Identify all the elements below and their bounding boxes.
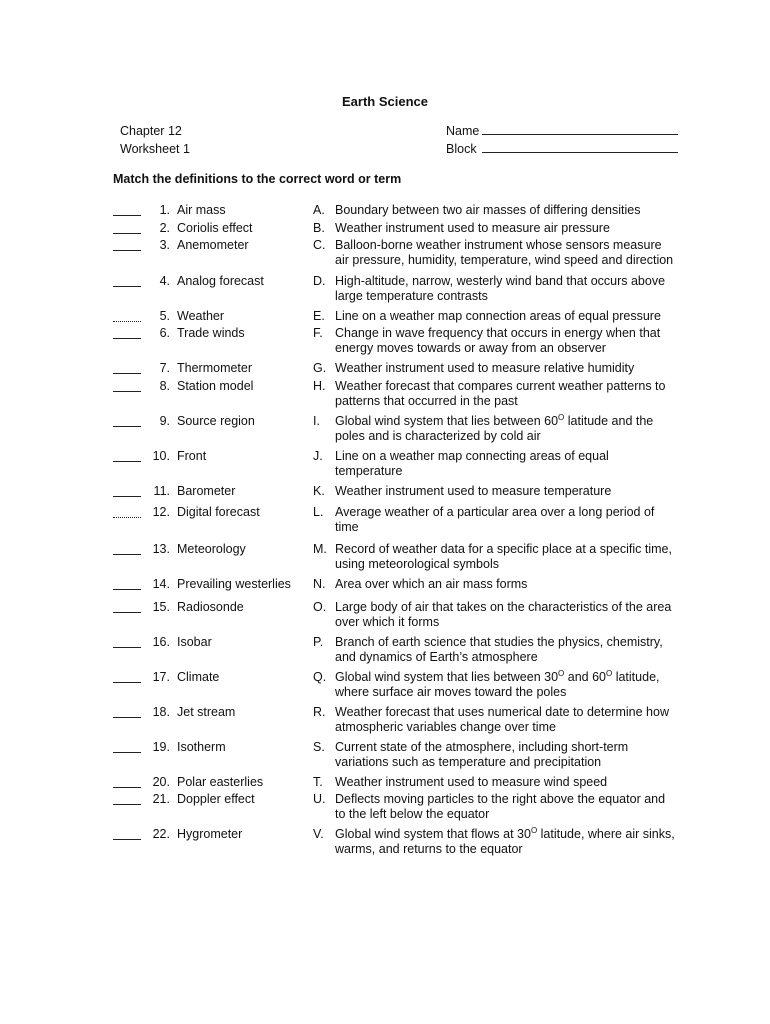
definition-letter: M. — [313, 542, 327, 556]
definition-letter: P. — [313, 635, 324, 649]
term-label: Trade winds — [177, 326, 245, 340]
term-number: 5. — [159, 309, 170, 323]
name-field[interactable] — [482, 122, 678, 135]
term-number: 22. — [152, 827, 170, 841]
answer-blank[interactable] — [113, 670, 141, 683]
answer-blank[interactable] — [113, 309, 141, 322]
term-label: Barometer — [177, 484, 236, 498]
term-number: 21. — [152, 792, 170, 806]
term-label: Analog forecast — [177, 274, 264, 288]
definition-text: Line on a weather map connection areas of equal pressure — [335, 309, 661, 323]
answer-blank[interactable] — [113, 326, 141, 339]
term-number: 18. — [152, 705, 170, 719]
term-label: Doppler effect — [177, 792, 255, 806]
answer-blank[interactable] — [113, 221, 141, 234]
definition-letter: T. — [313, 775, 323, 789]
term-number: 1. — [159, 203, 170, 217]
term-label: Weather — [177, 309, 225, 323]
definition-letter: H. — [313, 379, 326, 393]
definition-letter: R. — [313, 705, 326, 719]
term-number: 9. — [159, 414, 170, 428]
answer-blank[interactable] — [113, 600, 141, 613]
answer-blank[interactable] — [113, 740, 141, 753]
definition-text: Balloon-borne weather instrument whose sensors measure air pressure, humidity, temperature, wind speed and direction — [335, 238, 674, 267]
answer-blank[interactable] — [113, 775, 141, 788]
definition-letter: S. — [313, 740, 325, 754]
definition-letter: N. — [313, 577, 326, 591]
definition-text: Large body of air that takes on the characteristics of the area over which it forms — [335, 600, 672, 629]
definition-letter: J. — [313, 449, 323, 463]
answer-blank[interactable] — [113, 203, 141, 216]
answer-blank[interactable] — [113, 827, 141, 840]
answer-blank[interactable] — [113, 705, 141, 718]
definition-text: Weather forecast that uses numerical date to determine how atmospheric variables change over time — [335, 705, 669, 734]
term-label: Polar easterlies — [177, 775, 264, 789]
answer-blank[interactable] — [113, 238, 141, 251]
term-label: Climate — [177, 670, 220, 684]
term-label: Station model — [177, 379, 254, 393]
answer-blank[interactable] — [113, 449, 141, 462]
answer-blank[interactable] — [113, 635, 141, 648]
term-label: Source region — [177, 414, 255, 428]
definition-letter: V. — [313, 827, 324, 841]
block-field[interactable] — [482, 140, 678, 153]
chapter-label: Chapter 12 — [120, 124, 182, 138]
term-label: Anemometer — [177, 238, 249, 252]
definition-letter: A. — [313, 203, 325, 217]
definition-letter: Q. — [313, 670, 327, 684]
definition-text: Weather instrument used to measure wind speed — [335, 775, 608, 789]
term-number: 15. — [152, 600, 170, 614]
term-label: Isotherm — [177, 740, 226, 754]
term-number: 7. — [159, 361, 170, 375]
definition-text: Boundary between two air masses of differing densities — [335, 203, 641, 217]
term-label: Air mass — [177, 203, 226, 217]
definition-text: Average weather of a particular area over a long period of time — [335, 505, 655, 534]
definition-letter: E. — [313, 309, 325, 323]
answer-blank[interactable] — [113, 414, 141, 427]
answer-blank[interactable] — [113, 505, 141, 518]
term-number: 10. — [152, 449, 170, 463]
definition-text: Change in wave frequency that occurs in energy when that energy moves towards or away from an observer — [335, 326, 661, 355]
definition-letter: K. — [313, 484, 325, 498]
term-label: Jet stream — [177, 705, 236, 719]
term-number: 13. — [152, 542, 170, 556]
block-label: Block — [446, 142, 477, 156]
term-label: Meteorology — [177, 542, 246, 556]
definition-text: Global wind system that lies between $60^O$ latitude and the poles and is characterized by cold air — [335, 412, 654, 443]
term-number: 4. — [159, 274, 170, 288]
answer-blank[interactable] — [113, 379, 141, 392]
term-number: 20. — [152, 775, 170, 789]
worksheet-label: Worksheet 1 — [120, 142, 190, 156]
term-number: 6. — [159, 326, 170, 340]
definition-letter: B. — [313, 221, 325, 235]
answer-blank[interactable] — [113, 274, 141, 287]
term-label: Isobar — [177, 635, 212, 649]
definition-letter: L. — [313, 505, 324, 519]
definition-text: Deflects moving particles to the right above the equator and to the left below the equator — [335, 792, 666, 821]
definition-letter: O. — [313, 600, 327, 614]
term-number: 11. — [153, 484, 170, 498]
definition-text: Weather instrument used to measure temperature — [335, 484, 612, 498]
definition-letter: C. — [313, 238, 326, 252]
answer-blank[interactable] — [113, 577, 141, 590]
answer-blank[interactable] — [113, 792, 141, 805]
term-label: Digital forecast — [177, 505, 260, 519]
definition-letter: D. — [313, 274, 326, 288]
term-label: Hygrometer — [177, 827, 243, 841]
term-number: 16. — [152, 635, 170, 649]
definition-text: Branch of earth science that studies the physics, chemistry, and dynamics of Earth’s atmosphere — [335, 635, 663, 664]
definition-text: Global wind system that flows at $30^O$ latitude, where air sinks, warms, and returns to the equator — [335, 825, 675, 856]
definition-text: Area over which an air mass forms — [335, 577, 528, 591]
term-number: 3. — [159, 238, 170, 252]
term-number: 8. — [159, 379, 170, 393]
answer-blank[interactable] — [113, 484, 141, 497]
term-number: 19. — [152, 740, 170, 754]
chapter-info — [120, 122, 190, 158]
definition-text: Current state of the atmosphere, including short-term variations such as temperature and precipitation — [335, 740, 629, 769]
answer-blank[interactable] — [113, 542, 141, 555]
definition-text: High-altitude, narrow, westerly wind band that occurs above large temperature contrasts — [335, 274, 666, 303]
definition-letter: U. — [313, 792, 326, 806]
term-number: 14. — [152, 577, 170, 591]
definition-text: Global wind system that lies between $30^O$ and $60^O$ latitude, where surface air moves toward the poles — [335, 668, 660, 699]
definition-text: Weather instrument used to measure air pressure — [335, 221, 610, 235]
definition-letter: G. — [313, 361, 327, 375]
definition-text: Line on a weather map connecting areas of equal temperature — [335, 449, 609, 478]
student-info — [446, 122, 678, 158]
definition-letter: F. — [313, 326, 323, 340]
name-label: Name — [446, 124, 480, 138]
instructions: Match the definitions to the correct word or term — [113, 172, 402, 186]
term-label: Radiosonde — [177, 600, 244, 614]
term-label: Thermometer — [177, 361, 253, 375]
term-number: 2. — [159, 221, 170, 235]
definition-text: Weather instrument used to measure relative humidity — [335, 361, 635, 375]
term-label: Prevailing westerlies — [177, 577, 291, 591]
definition-text: Weather forecast that compares current weather patterns to patterns that occurred in the past — [335, 379, 666, 408]
term-label: Coriolis effect — [177, 221, 253, 235]
definition-text: Record of weather data for a specific place at a specific time, using meteorological symbols — [335, 542, 672, 571]
term-label: Front — [177, 449, 207, 463]
term-number: 12. — [152, 505, 170, 519]
definition-letter: I. — [313, 414, 320, 428]
page-title: Earth Science — [342, 94, 428, 109]
term-number: 17. — [152, 670, 170, 684]
answer-blank[interactable] — [113, 361, 141, 374]
